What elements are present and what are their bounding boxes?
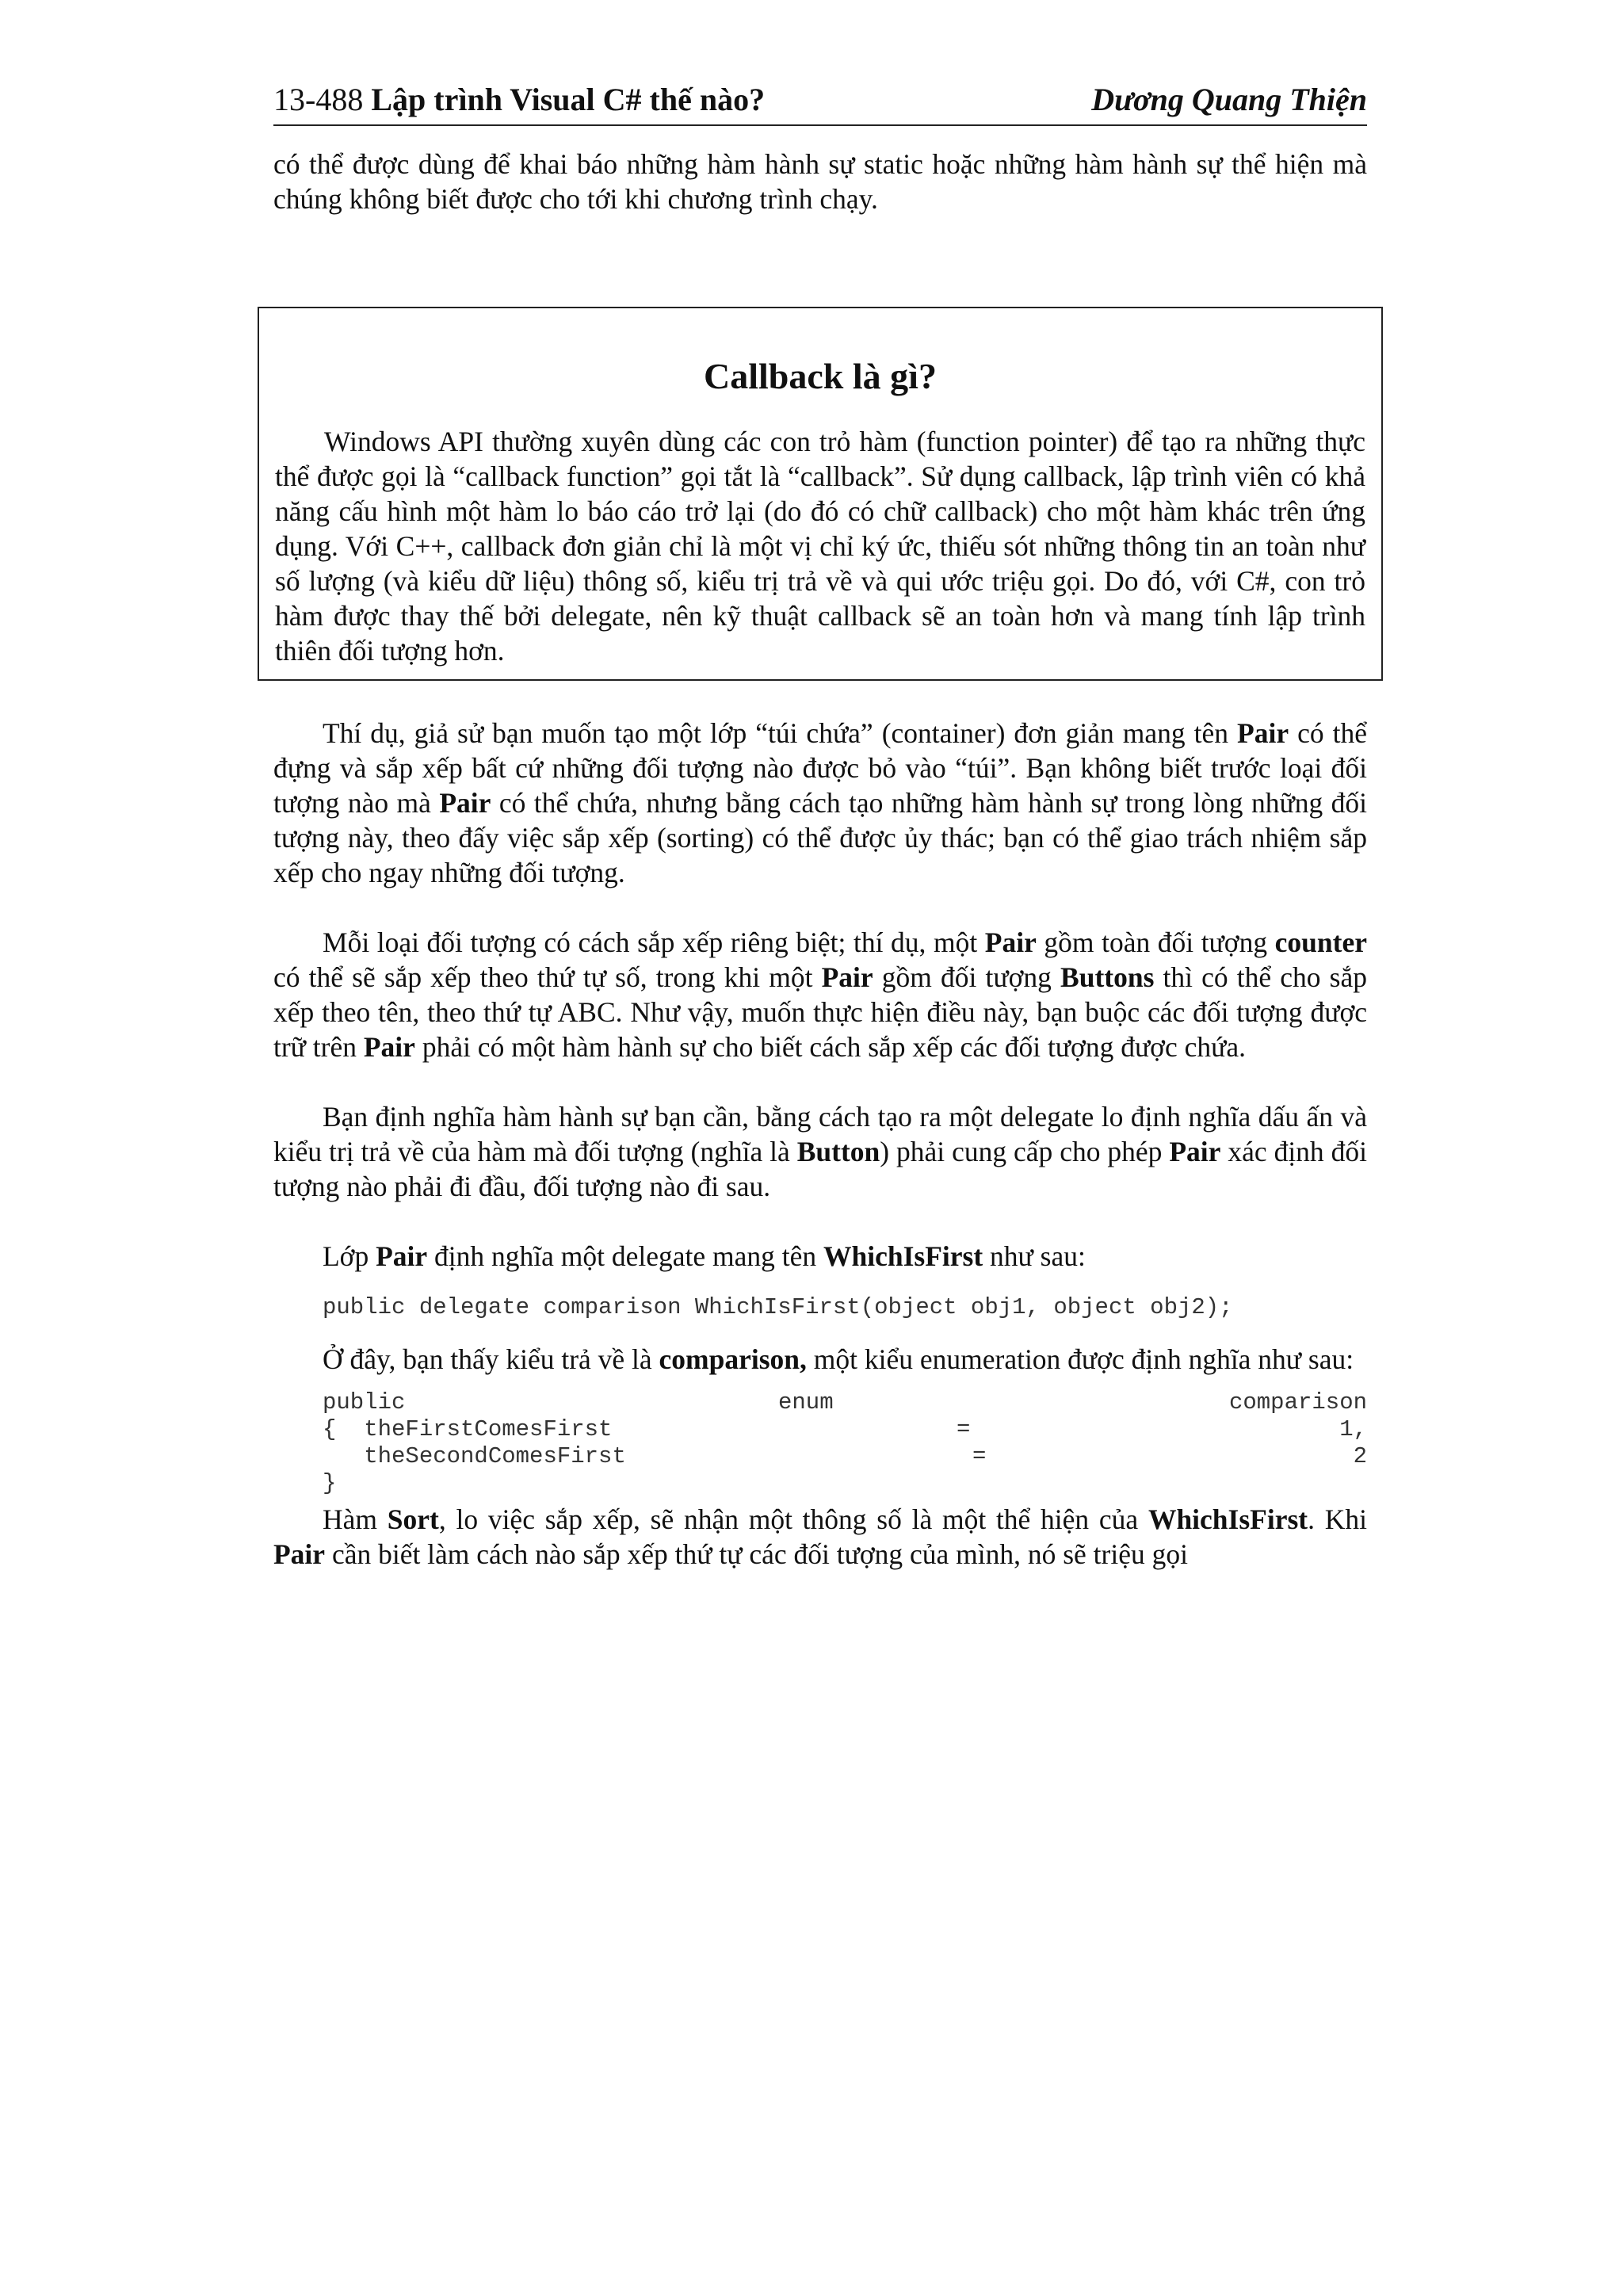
page-number: 13-488	[273, 82, 364, 117]
bold-term: Pair	[363, 1031, 415, 1063]
code-token: public	[323, 1389, 406, 1415]
text-run: ) phải cung cấp cho phép	[880, 1136, 1170, 1167]
code-line	[323, 1470, 1367, 1497]
text-run: Bạn định nghĩa hàm hành sự bạn cần, bằng cách tạo ra một delegate lo định nghĩa dấu ấn và kiểu trị trả về của hàm mà đối tượng (nghĩa là	[273, 1101, 1367, 1167]
paragraph-sorting	[273, 925, 1367, 1064]
code-delegate-declaration: public delegate comparison WhichIsFirst(object obj1, object obj2);	[323, 1294, 1233, 1320]
bold-term: Sort	[387, 1503, 439, 1535]
text-run: Ở đây, bạn thấy kiểu trả về là	[323, 1343, 659, 1375]
bold-term: Button	[796, 1136, 880, 1167]
paragraph-sort-method	[273, 1502, 1367, 1572]
page	[273, 75, 1368, 1570]
text-run: , lo việc sắp xếp, sẽ nhận một thông số là một thể hiện của	[438, 1503, 1148, 1535]
code-line	[323, 1389, 1367, 1416]
paragraph-pair-container	[273, 716, 1367, 890]
code-line	[323, 1416, 1367, 1443]
bold-term: Pair	[439, 787, 491, 819]
text-run: Thí dụ, giả sử bạn muốn tạo một lớp “túi chứa” (container) đơn giản mang tên	[323, 717, 1238, 749]
bold-term: WhichIsFirst	[1148, 1503, 1308, 1535]
code-token: }	[323, 1470, 337, 1496]
box-body: Windows API thường xuyên dùng các con trỏ hàm (function pointer) để tạo ra những thực thể được gọi là “callback function” gọi tắt là “callback”. Sử dụng callback, lập trình viên có khả năng cấu hình một hàm lo báo cáo trở lại (do đó có chữ callback) cho một hàm khác trên ứng dụng. Với C++, callback đơn giản chỉ là một vị chỉ ký ức, thiếu sót những thông tin an toàn như số lượng (và kiểu dữ liệu) thông số, kiểu trị trả về và qui ước triệu gọi. Do đó, với C#, con trỏ hàm được thay thế bởi delegate, nên kỹ thuật callback sẽ an toàn hơn và mang tính lập trình thiên đối tượng hơn.	[275, 426, 1365, 667]
paragraph-delegate-definition	[273, 1099, 1367, 1204]
code-token: theSecondComesFirst	[323, 1443, 626, 1469]
code-token: 1,	[1339, 1416, 1367, 1442]
bold-term: Pair	[1237, 717, 1289, 749]
bold-term: counter	[1274, 926, 1367, 958]
bold-term: WhichIsFirst	[823, 1240, 983, 1272]
callback-sidebar-box	[258, 307, 1383, 681]
text-run: thì có thể cho sắp xếp theo tên, theo thứ tự ABC. Như vậy, muốn thực hiện điều này, bạn buộc các đối tượng được trữ trên	[273, 961, 1367, 1063]
text-run: Hàm	[323, 1503, 388, 1535]
header-left	[273, 75, 765, 124]
text-run: phải có một hàm hành sự cho biết cách sắp xếp các đối tượng được chứa.	[414, 1031, 1246, 1063]
bold-term: Pair	[984, 926, 1037, 958]
code-token: =	[957, 1416, 971, 1442]
bold-term: Pair	[821, 961, 873, 993]
text-run: . Khi	[1308, 1503, 1367, 1535]
text-run: gồm toàn đối tượng	[1036, 926, 1275, 958]
text-run: như sau:	[983, 1240, 1086, 1272]
bold-term: Pair	[376, 1240, 428, 1272]
text-run: Mỗi loại đối tượng có cách sắp xếp riêng biệt; thí dụ, một	[323, 926, 985, 958]
text-run: cần biết làm cách nào sắp xếp thứ tự các đối tượng của mình, nó sẽ triệu gọi	[325, 1538, 1188, 1570]
text-run: có thể sẽ sắp xếp theo thứ tự số, trong khi một	[273, 961, 822, 993]
box-title: Callback là gì?	[704, 356, 937, 396]
text-run: có thể chứa, nhưng bằng cách tạo những hàm hành sự trong lòng những đối tượng này, theo đấy việc sắp xếp (sorting) có thể được ủy thác; bạn có thể giao trách nhiệm sắp xếp cho ngay những đối tượng.	[273, 787, 1368, 888]
code-token: comparison	[1228, 1389, 1367, 1415]
paragraph-comparison	[273, 1342, 1367, 1377]
code-enum-declaration	[323, 1389, 1367, 1497]
text-run: Lớp	[323, 1240, 376, 1272]
bold-term: Pair	[273, 1538, 326, 1570]
code-token: =	[972, 1443, 987, 1469]
intro-paragraph: có thể được dùng để khai báo những hàm hành sự static hoặc những hàm hành sự thể hiện mà chúng không biết được cho tới khi chương trình chạy.	[273, 148, 1367, 215]
code-line	[323, 1443, 1367, 1470]
text-run: gồm đối tượng	[873, 961, 1061, 993]
code-token: enum	[778, 1389, 834, 1415]
code-token: 2	[1353, 1443, 1367, 1469]
text-run: định nghĩa một delegate mang tên	[427, 1240, 823, 1272]
bold-term: Buttons	[1060, 961, 1155, 993]
text-run: một kiểu enumeration được định nghĩa như sau:	[806, 1343, 1354, 1375]
book-title: Lập trình Visual C# thế nào?	[371, 82, 766, 117]
page-header	[273, 75, 1367, 126]
text-run: có thể đựng và sắp xếp bất cứ những đối tượng nào được bỏ vào “túi”. Bạn không biết trước loại đối tượng nào mà	[273, 717, 1367, 819]
bold-term: Pair	[1169, 1136, 1221, 1167]
bold-term: comparison,	[659, 1343, 807, 1375]
text-run: xác định đối tượng nào phải đi đầu, đối tượng nào đi sau.	[273, 1136, 1367, 1202]
paragraph-which-is-first	[273, 1239, 1367, 1274]
main-text	[273, 716, 1367, 1572]
code-token: { theFirstComesFirst	[323, 1416, 613, 1442]
author-name: Dương Quang Thiện	[1091, 82, 1367, 117]
